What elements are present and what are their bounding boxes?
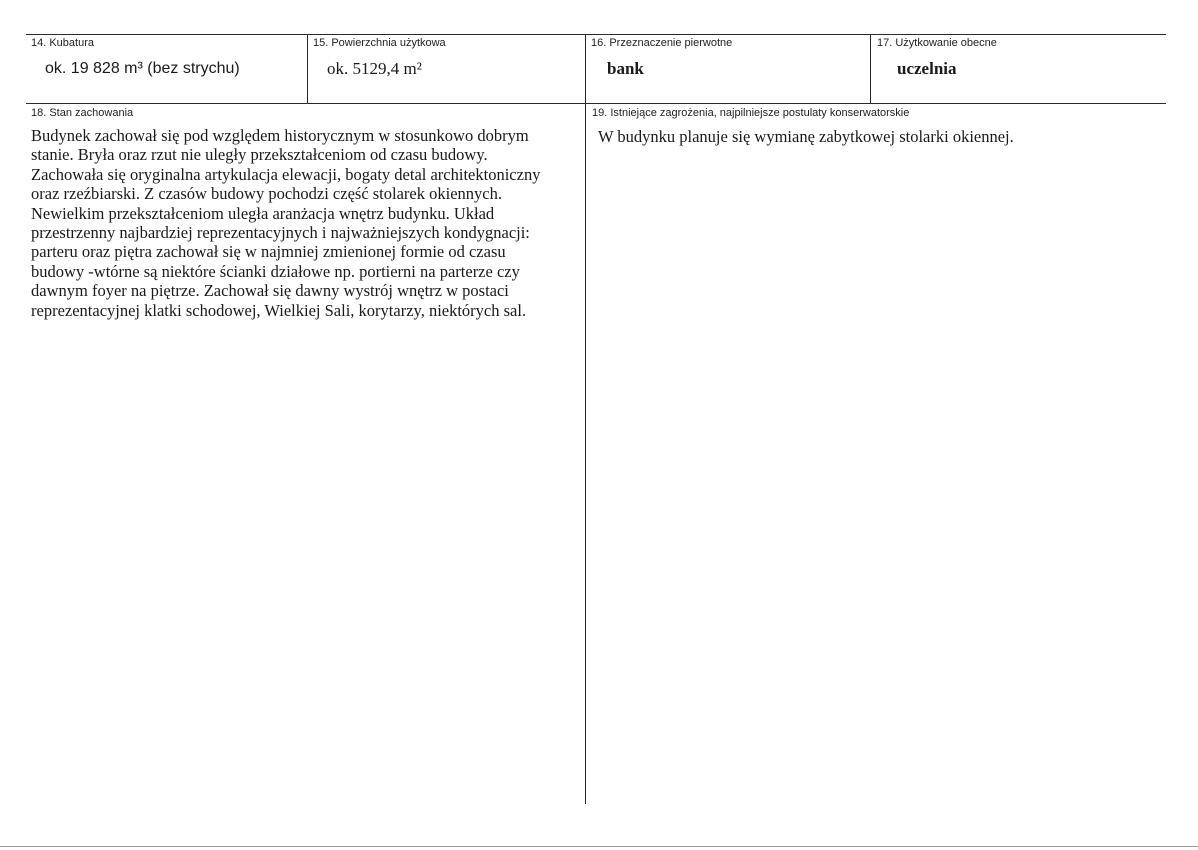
stan-line: stanie. Bryła oraz rzut nie uległy przekształceniom od czasu budowy. (31, 145, 488, 165)
przeznaczenie-label: 16. Przeznaczenie pierwotne (591, 37, 733, 49)
stan-line: parteru oraz piętra zachował się w najmniej zmienionej formie od czasu (31, 242, 506, 262)
stan-line: Budynek zachował się pod względem historycznym w stosunkowo dobrym (31, 126, 529, 145)
uzytkowanie-label: 17. Użytkowanie obecne (877, 37, 997, 49)
stan-label: 18. Stan zachowania (31, 107, 134, 119)
przeznaczenie-value: bank (607, 59, 644, 78)
stan-line: reprezentacyjnej klatki schodowej, Wielkiej Sali, korytarzy, niektórych sal. (31, 300, 527, 320)
uzytkowanie-value: uczelnia (897, 59, 957, 78)
powierzchnia-label: 15. Powierzchnia użytkowa (313, 37, 446, 49)
top-rule (26, 34, 1166, 35)
stan-line: przestrzenny najbardziej reprezentacyjnych i najważniejszych kondygnacji: (31, 223, 530, 243)
kubatura-label: 14. Kubatura (31, 37, 94, 49)
kubatura-value: ok. 19 828 m³ (bez strychu) (45, 60, 240, 77)
stan-line: Zachowała się oryginalna artykulacja elewacji, bogaty detal architektoniczny (31, 164, 541, 184)
middle-rule (26, 103, 1166, 104)
page-bottom-edge (0, 846, 1198, 847)
powierzchnia-value: ok. 5129,4 m² (327, 59, 422, 78)
stan-line: Newielkim przekształceniom uległa aranżacja wnętrz budynku. Układ (31, 203, 495, 223)
stan-line: dawnym foyer na piętrze. Zachował się dawny wystrój wnętrz w postaci (31, 281, 509, 301)
col-divider-1 (307, 34, 308, 103)
col-divider-2 (870, 34, 871, 103)
zagrozenia-text: W budynku planuje się wymianę zabytkowej stolarki okiennej. (598, 127, 1014, 146)
stan-text (31, 126, 540, 320)
zagrozenia-label: 19. Istniejące zagrożenia, najpilniejsze postulaty konserwatorskie (592, 107, 910, 119)
center-divider (585, 34, 586, 804)
stan-line: oraz rzeźbiarski. Z czasów budowy pochodzi część stolarek okiennych. (31, 184, 502, 204)
stan-line: budowy -wtórne są niektóre ścianki działowe np. portierni na parterze czy (31, 261, 520, 281)
